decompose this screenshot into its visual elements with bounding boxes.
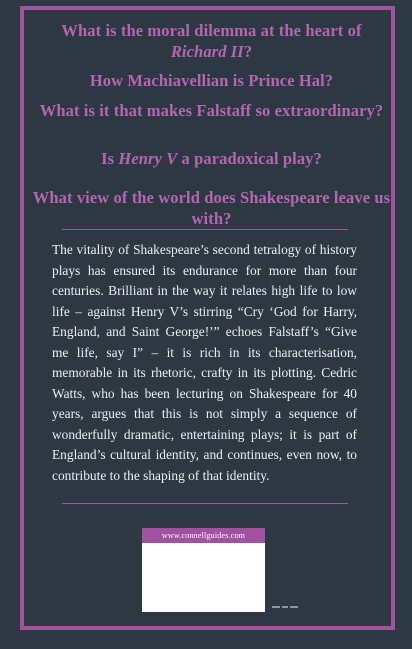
question-richard-ii	[24, 20, 399, 62]
question-text-end: a paradoxical play?	[177, 149, 322, 168]
question-prince-hal: How Machiavellian is Prince Hal?	[89, 71, 334, 90]
website-url: www.connellguides.com	[142, 528, 265, 543]
question-henry-v	[24, 148, 399, 169]
question-text-start: Is	[101, 149, 119, 168]
mark	[272, 606, 280, 608]
mark	[290, 606, 298, 608]
question-mark: ?	[243, 42, 253, 61]
divider-top	[62, 229, 348, 230]
mark	[282, 606, 288, 608]
question-text: What view of the world does Shakespeare leave us with?	[32, 188, 391, 228]
question-world-view	[24, 187, 399, 229]
barcode-box	[142, 528, 265, 612]
question-falstaff	[24, 100, 399, 121]
question-text: What is it that makes Falstaff so extraordinary?	[39, 101, 384, 120]
small-print-marks	[272, 606, 298, 609]
question-text: What is the moral dilemma at the heart of	[61, 21, 362, 40]
play-title-henry-v: Henry V	[118, 149, 178, 168]
divider-bottom	[62, 503, 348, 504]
play-title-richard-ii: Richard II	[170, 42, 244, 61]
blurb-paragraph: The vitality of Shakespeare’s second tetralogy of history plays has ensured its endurance for more than four centuries. Brilliant in the way it relates high life to low life – against Henry V’s stirring “Cry ‘God for Harry, England, and Saint George!’” echoes Falstaff’s “Give me life, say I” – it is rich in its characterisation, memorable in its rhetoric, crafty in its plotting. Cedric Watts, who has been lecturing on Shakespeare for 40 years, argues that this is not simply a sequence of wonderfully dramatic, entertaining plays; it is part of England’s cultural identity, and continues, even now, to contribute to the shaping of that identity.	[52, 242, 357, 483]
